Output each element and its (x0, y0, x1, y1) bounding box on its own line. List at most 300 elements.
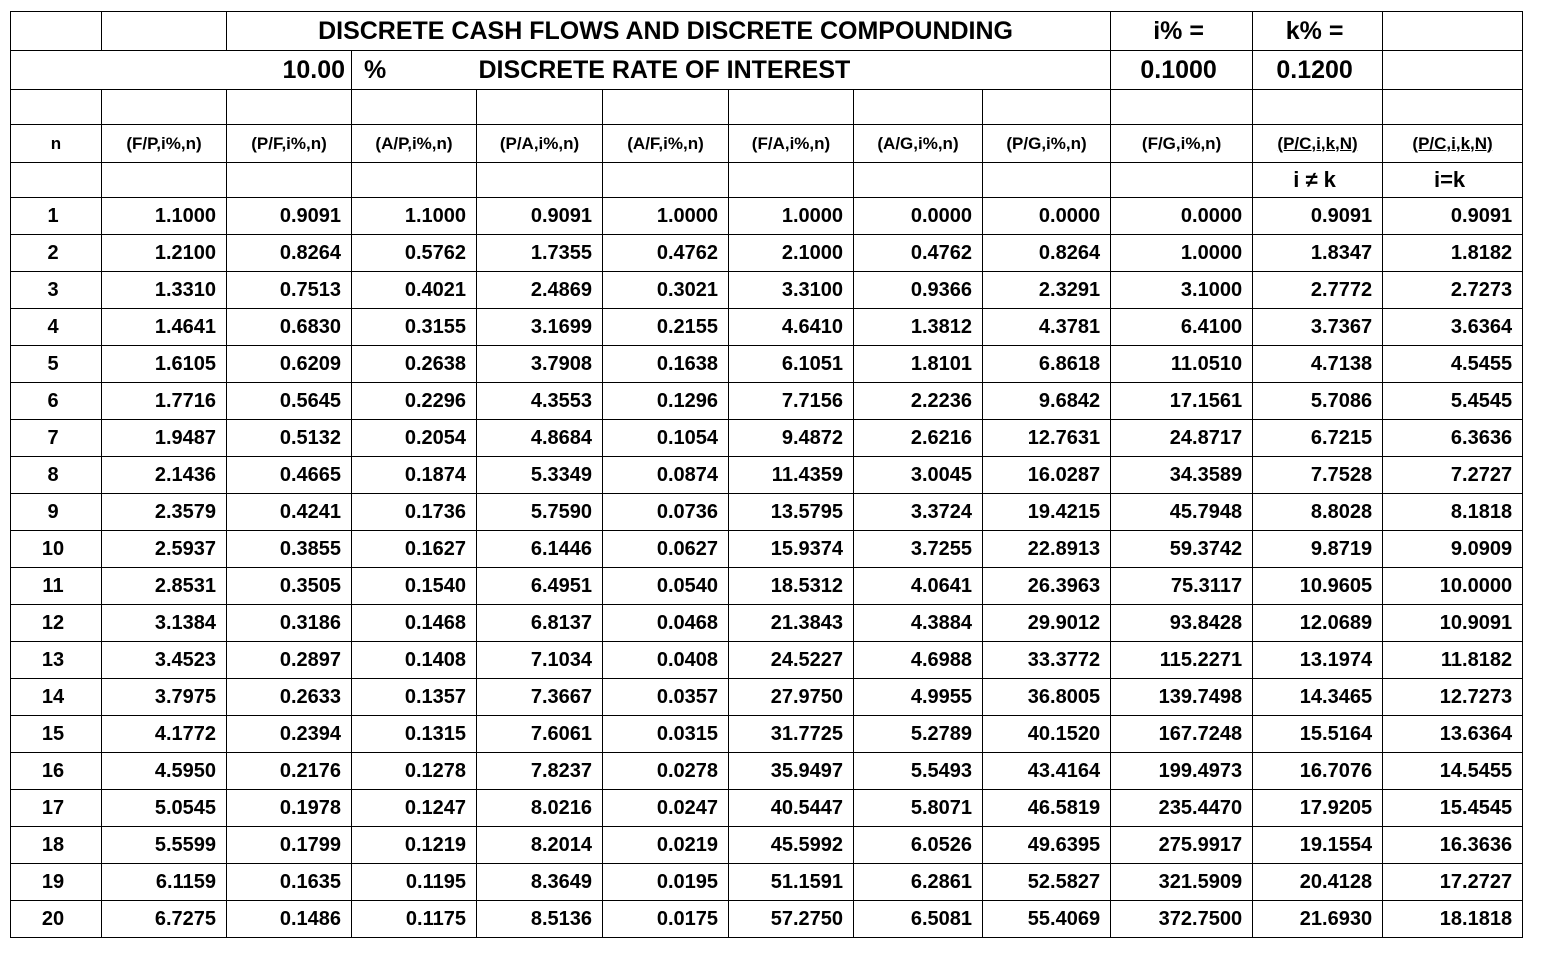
header-pa[interactable]: (P/A,i%,n) (477, 125, 603, 163)
factor-cell[interactable]: 3.3100 (729, 272, 854, 309)
factor-cell[interactable]: 4.7138 (1253, 346, 1383, 383)
factor-cell[interactable]: 10.0000 (1383, 568, 1523, 605)
title-row (11, 12, 1523, 51)
table-title[interactable]: DISCRETE CASH FLOWS AND DISCRETE COMPOUNDING (227, 12, 1111, 51)
table-row (11, 346, 1523, 383)
factor-cell[interactable]: 0.1627 (352, 531, 477, 568)
subheader-i-eq-k[interactable]: i=k (1383, 163, 1523, 198)
factor-cell[interactable]: 13.1974 (1253, 642, 1383, 679)
empty-cell[interactable] (1111, 90, 1253, 125)
factor-cell[interactable]: 8.2014 (477, 827, 603, 864)
period-cell[interactable]: 12 (11, 605, 102, 642)
factor-cell[interactable]: 0.0408 (603, 642, 729, 679)
factor-cell[interactable]: 24.5227 (729, 642, 854, 679)
period-cell[interactable]: 11 (11, 568, 102, 605)
header-fp[interactable]: (F/P,i%,n) (102, 125, 227, 163)
factor-cell[interactable]: 12.0689 (1253, 605, 1383, 642)
factor-cell[interactable]: 5.8071 (854, 790, 983, 827)
factor-cell[interactable]: 6.7215 (1253, 420, 1383, 457)
factor-cell[interactable]: 3.1000 (1111, 272, 1253, 309)
factor-cell[interactable]: 1.6105 (102, 346, 227, 383)
factor-cell[interactable]: 13.6364 (1383, 716, 1523, 753)
period-cell[interactable]: 9 (11, 494, 102, 531)
factor-cell[interactable]: 31.7725 (729, 716, 854, 753)
factor-cell[interactable]: 1.1000 (102, 198, 227, 235)
factor-cell[interactable]: 15.5164 (1253, 716, 1383, 753)
factor-cell[interactable]: 10.9605 (1253, 568, 1383, 605)
factor-cell[interactable]: 0.2897 (227, 642, 352, 679)
factor-cell[interactable]: 59.3742 (1111, 531, 1253, 568)
header-pg[interactable]: (P/G,i%,n) (983, 125, 1111, 163)
factor-cell[interactable]: 4.6988 (854, 642, 983, 679)
factor-cell[interactable]: 0.8264 (983, 235, 1111, 272)
factor-cell[interactable]: 16.7076 (1253, 753, 1383, 790)
empty-cell[interactable] (1383, 12, 1523, 51)
factor-cell[interactable]: 167.7248 (1111, 716, 1253, 753)
empty-cell[interactable] (352, 163, 477, 198)
factor-cell[interactable]: 5.3349 (477, 457, 603, 494)
factor-cell[interactable]: 4.5455 (1383, 346, 1523, 383)
factor-cell[interactable]: 2.2236 (854, 383, 983, 420)
empty-cell[interactable] (1253, 90, 1383, 125)
factor-cell[interactable]: 5.7590 (477, 494, 603, 531)
factor-cell[interactable]: 7.7528 (1253, 457, 1383, 494)
factor-cell[interactable]: 13.5795 (729, 494, 854, 531)
factor-cell[interactable]: 8.8028 (1253, 494, 1383, 531)
factor-cell[interactable]: 2.6216 (854, 420, 983, 457)
factor-cell[interactable]: 0.4762 (603, 235, 729, 272)
factor-cell[interactable]: 0.3155 (352, 309, 477, 346)
factor-cell[interactable]: 7.2727 (1383, 457, 1523, 494)
factor-cell[interactable]: 0.0219 (603, 827, 729, 864)
empty-cell[interactable] (352, 90, 477, 125)
factor-cell[interactable]: 0.9366 (854, 272, 983, 309)
factor-cell[interactable]: 3.7975 (102, 679, 227, 716)
factor-cell[interactable]: 1.7355 (477, 235, 603, 272)
factor-cell[interactable]: 24.8717 (1111, 420, 1253, 457)
factor-cell[interactable]: 6.2861 (854, 864, 983, 901)
factor-cell[interactable]: 21.3843 (729, 605, 854, 642)
factor-cell[interactable]: 11.4359 (729, 457, 854, 494)
header-n[interactable]: n (11, 125, 102, 163)
period-cell[interactable]: 18 (11, 827, 102, 864)
factor-cell[interactable]: 17.1561 (1111, 383, 1253, 420)
factor-cell[interactable]: 0.1054 (603, 420, 729, 457)
factor-cell[interactable]: 0.0468 (603, 605, 729, 642)
factor-cell[interactable]: 0.3505 (227, 568, 352, 605)
factor-cell[interactable]: 199.4973 (1111, 753, 1253, 790)
factor-cell[interactable]: 40.5447 (729, 790, 854, 827)
factor-cell[interactable]: 0.0278 (603, 753, 729, 790)
period-cell[interactable]: 20 (11, 901, 102, 938)
period-cell[interactable]: 7 (11, 420, 102, 457)
factor-cell[interactable]: 0.1799 (227, 827, 352, 864)
empty-cell[interactable] (102, 90, 227, 125)
factor-cell[interactable]: 0.9091 (1253, 198, 1383, 235)
factor-cell[interactable]: 0.2296 (352, 383, 477, 420)
period-cell[interactable]: 15 (11, 716, 102, 753)
empty-cell[interactable] (102, 12, 227, 51)
factor-cell[interactable]: 6.3636 (1383, 420, 1523, 457)
percent-sign[interactable]: % (352, 51, 477, 90)
factor-cell[interactable]: 75.3117 (1111, 568, 1253, 605)
factor-cell[interactable]: 235.4470 (1111, 790, 1253, 827)
empty-cell[interactable] (227, 163, 352, 198)
rate-label[interactable]: DISCRETE RATE OF INTEREST (477, 51, 1111, 90)
empty-cell[interactable] (729, 163, 854, 198)
factor-cell[interactable]: 0.4665 (227, 457, 352, 494)
header-ap[interactable]: (A/P,i%,n) (352, 125, 477, 163)
factor-cell[interactable]: 19.1554 (1253, 827, 1383, 864)
factor-cell[interactable]: 0.1736 (352, 494, 477, 531)
table-row (11, 864, 1523, 901)
factor-cell[interactable]: 2.8531 (102, 568, 227, 605)
factor-cell[interactable]: 139.7498 (1111, 679, 1253, 716)
factor-cell[interactable]: 3.1384 (102, 605, 227, 642)
factor-cell[interactable]: 1.2100 (102, 235, 227, 272)
factor-cell[interactable]: 35.9497 (729, 753, 854, 790)
factor-cell[interactable]: 22.8913 (983, 531, 1111, 568)
factor-cell[interactable]: 3.6364 (1383, 309, 1523, 346)
factor-cell[interactable]: 1.0000 (1111, 235, 1253, 272)
factor-cell[interactable]: 1.3310 (102, 272, 227, 309)
empty-cell[interactable] (11, 51, 227, 90)
factor-cell[interactable]: 0.1408 (352, 642, 477, 679)
factor-cell[interactable]: 5.7086 (1253, 383, 1383, 420)
factor-cell[interactable]: 0.0874 (603, 457, 729, 494)
factor-cell[interactable]: 6.4951 (477, 568, 603, 605)
table-row (11, 198, 1523, 235)
factor-cell[interactable]: 3.1699 (477, 309, 603, 346)
factor-cell[interactable]: 16.0287 (983, 457, 1111, 494)
period-cell[interactable]: 3 (11, 272, 102, 309)
header-pf[interactable]: (P/F,i%,n) (227, 125, 352, 163)
factor-cell[interactable]: 275.9917 (1111, 827, 1253, 864)
factor-cell[interactable]: 8.3649 (477, 864, 603, 901)
factor-cell[interactable]: 43.4164 (983, 753, 1111, 790)
factor-cell[interactable]: 15.4545 (1383, 790, 1523, 827)
header-pc-i-eq-k-text: (P/C,i,k,N) (1412, 133, 1493, 153)
factor-cell[interactable]: 0.9091 (477, 198, 603, 235)
factor-cell[interactable]: 5.0545 (102, 790, 227, 827)
factor-cell[interactable]: 0.1468 (352, 605, 477, 642)
factor-cell[interactable]: 4.1772 (102, 716, 227, 753)
factor-cell[interactable]: 2.3579 (102, 494, 227, 531)
factor-cell[interactable]: 57.2750 (729, 901, 854, 938)
factor-cell[interactable]: 372.7500 (1111, 901, 1253, 938)
empty-cell[interactable] (603, 163, 729, 198)
empty-cell[interactable] (854, 90, 983, 125)
factor-cell[interactable]: 7.6061 (477, 716, 603, 753)
factor-cell[interactable]: 14.3465 (1253, 679, 1383, 716)
header-pc-i-eq-k[interactable] (1383, 125, 1523, 163)
factor-cell[interactable]: 1.8347 (1253, 235, 1383, 272)
factor-cell[interactable]: 51.1591 (729, 864, 854, 901)
factor-cell[interactable]: 4.0641 (854, 568, 983, 605)
factor-cell[interactable]: 0.5762 (352, 235, 477, 272)
factor-cell[interactable]: 1.3812 (854, 309, 983, 346)
factor-cell[interactable]: 1.0000 (603, 198, 729, 235)
factor-cell[interactable]: 33.3772 (983, 642, 1111, 679)
factor-cell[interactable]: 2.3291 (983, 272, 1111, 309)
factor-cell[interactable]: 17.9205 (1253, 790, 1383, 827)
rate-percent-value[interactable]: 10.00 (227, 51, 352, 90)
factor-cell[interactable]: 3.3724 (854, 494, 983, 531)
factor-cell[interactable]: 11.8182 (1383, 642, 1523, 679)
factor-cell[interactable]: 5.5599 (102, 827, 227, 864)
factor-cell[interactable]: 0.3855 (227, 531, 352, 568)
column-header-row (11, 125, 1523, 163)
k-label[interactable]: k% = (1253, 12, 1383, 51)
period-cell[interactable]: 13 (11, 642, 102, 679)
empty-cell[interactable] (11, 90, 102, 125)
header-ag[interactable]: (A/G,i%,n) (854, 125, 983, 163)
factor-cell[interactable]: 7.8237 (477, 753, 603, 790)
factor-cell[interactable]: 0.0000 (1111, 198, 1253, 235)
factor-cell[interactable]: 4.5950 (102, 753, 227, 790)
factor-cell[interactable]: 14.5455 (1383, 753, 1523, 790)
factor-cell[interactable]: 4.9955 (854, 679, 983, 716)
factor-cell[interactable]: 0.7513 (227, 272, 352, 309)
header-fa[interactable]: (F/A,i%,n) (729, 125, 854, 163)
factor-cell[interactable]: 18.1818 (1383, 901, 1523, 938)
factor-cell[interactable]: 0.2176 (227, 753, 352, 790)
factor-cell[interactable]: 0.6830 (227, 309, 352, 346)
factor-cell[interactable]: 6.5081 (854, 901, 983, 938)
factor-cell[interactable]: 12.7273 (1383, 679, 1523, 716)
empty-cell[interactable] (477, 163, 603, 198)
factor-cell[interactable]: 6.1159 (102, 864, 227, 901)
table-row (11, 420, 1523, 457)
period-cell[interactable]: 16 (11, 753, 102, 790)
factor-cell[interactable]: 19.4215 (983, 494, 1111, 531)
factor-cell[interactable]: 0.1357 (352, 679, 477, 716)
factor-cell[interactable]: 0.5645 (227, 383, 352, 420)
factor-cell[interactable]: 0.4762 (854, 235, 983, 272)
factor-cell[interactable]: 5.4545 (1383, 383, 1523, 420)
factor-cell[interactable]: 2.1000 (729, 235, 854, 272)
factor-cell[interactable]: 4.8684 (477, 420, 603, 457)
factor-cell[interactable]: 3.4523 (102, 642, 227, 679)
period-cell[interactable]: 19 (11, 864, 102, 901)
factor-cell[interactable]: 9.0909 (1383, 531, 1523, 568)
factor-cell[interactable]: 6.0526 (854, 827, 983, 864)
factor-cell[interactable]: 3.7908 (477, 346, 603, 383)
empty-cell[interactable] (854, 163, 983, 198)
factor-cell[interactable]: 11.0510 (1111, 346, 1253, 383)
factor-cell[interactable]: 0.0000 (854, 198, 983, 235)
factor-cell[interactable]: 0.1219 (352, 827, 477, 864)
factor-cell[interactable]: 0.2633 (227, 679, 352, 716)
factor-cell[interactable]: 1.8101 (854, 346, 983, 383)
factor-cell[interactable]: 9.4872 (729, 420, 854, 457)
factor-cell[interactable]: 7.3667 (477, 679, 603, 716)
factor-cell[interactable]: 8.1818 (1383, 494, 1523, 531)
factor-cell[interactable]: 27.9750 (729, 679, 854, 716)
i-value[interactable]: 0.1000 (1111, 51, 1253, 90)
factor-cell[interactable]: 93.8428 (1111, 605, 1253, 642)
factor-cell[interactable]: 45.5992 (729, 827, 854, 864)
factor-cell[interactable]: 0.0247 (603, 790, 729, 827)
factor-cell[interactable]: 34.3589 (1111, 457, 1253, 494)
factor-cell[interactable]: 1.9487 (102, 420, 227, 457)
factor-cell[interactable]: 2.4869 (477, 272, 603, 309)
period-cell[interactable]: 17 (11, 790, 102, 827)
factor-cell[interactable]: 3.7367 (1253, 309, 1383, 346)
period-cell[interactable]: 6 (11, 383, 102, 420)
factor-cell[interactable]: 6.7275 (102, 901, 227, 938)
factor-cell[interactable]: 20.4128 (1253, 864, 1383, 901)
factor-cell[interactable]: 1.7716 (102, 383, 227, 420)
factor-cell[interactable]: 0.1247 (352, 790, 477, 827)
factor-cell[interactable]: 0.1315 (352, 716, 477, 753)
factor-cell[interactable]: 0.0315 (603, 716, 729, 753)
empty-cell[interactable] (983, 90, 1111, 125)
factor-cell[interactable]: 4.6410 (729, 309, 854, 346)
empty-cell[interactable] (11, 12, 102, 51)
factor-cell[interactable]: 0.8264 (227, 235, 352, 272)
factor-cell[interactable]: 7.1034 (477, 642, 603, 679)
factor-cell[interactable]: 0.1486 (227, 901, 352, 938)
i-label[interactable]: i% = (1111, 12, 1253, 51)
factor-cell[interactable]: 0.0357 (603, 679, 729, 716)
factor-cell[interactable]: 17.2727 (1383, 864, 1523, 901)
factor-cell[interactable]: 0.1540 (352, 568, 477, 605)
factor-cell[interactable]: 0.1635 (227, 864, 352, 901)
empty-cell[interactable] (11, 163, 102, 198)
factor-cell[interactable]: 46.5819 (983, 790, 1111, 827)
factor-cell[interactable]: 1.0000 (729, 198, 854, 235)
factor-cell[interactable]: 0.1638 (603, 346, 729, 383)
factor-cell[interactable]: 0.2054 (352, 420, 477, 457)
factor-cell[interactable]: 18.5312 (729, 568, 854, 605)
subheader-i-ne-k[interactable]: i ≠ k (1253, 163, 1383, 198)
factor-cell[interactable]: 115.2271 (1111, 642, 1253, 679)
factor-cell[interactable]: 0.1278 (352, 753, 477, 790)
factor-cell[interactable]: 0.1978 (227, 790, 352, 827)
factor-cell[interactable]: 1.4641 (102, 309, 227, 346)
period-cell[interactable]: 4 (11, 309, 102, 346)
period-cell[interactable]: 2 (11, 235, 102, 272)
table-row (11, 901, 1523, 938)
factor-cell[interactable]: 21.6930 (1253, 901, 1383, 938)
interest-factor-table (10, 11, 1523, 938)
factor-cell[interactable]: 0.6209 (227, 346, 352, 383)
empty-cell[interactable] (1111, 163, 1253, 198)
header-af[interactable]: (A/F,i%,n) (603, 125, 729, 163)
factor-cell[interactable]: 0.0736 (603, 494, 729, 531)
factor-cell[interactable]: 49.6395 (983, 827, 1111, 864)
period-cell[interactable]: 10 (11, 531, 102, 568)
period-cell[interactable]: 5 (11, 346, 102, 383)
period-cell[interactable]: 14 (11, 679, 102, 716)
factor-cell[interactable]: 29.9012 (983, 605, 1111, 642)
factor-cell[interactable]: 26.3963 (983, 568, 1111, 605)
factor-cell[interactable]: 6.8618 (983, 346, 1111, 383)
factor-cell[interactable]: 52.5827 (983, 864, 1111, 901)
header-fg[interactable]: (F/G,i%,n) (1111, 125, 1253, 163)
factor-cell[interactable]: 0.0540 (603, 568, 729, 605)
empty-cell[interactable] (1383, 90, 1523, 125)
factor-cell[interactable]: 0.2394 (227, 716, 352, 753)
factor-cell[interactable]: 55.4069 (983, 901, 1111, 938)
factor-cell[interactable]: 0.2155 (603, 309, 729, 346)
factor-cell[interactable]: 0.1175 (352, 901, 477, 938)
factor-cell[interactable]: 0.0000 (983, 198, 1111, 235)
factor-cell[interactable]: 12.7631 (983, 420, 1111, 457)
factor-cell[interactable]: 6.1446 (477, 531, 603, 568)
factor-cell[interactable]: 9.8719 (1253, 531, 1383, 568)
factor-cell[interactable]: 9.6842 (983, 383, 1111, 420)
factor-cell[interactable]: 8.5136 (477, 901, 603, 938)
empty-cell[interactable] (477, 90, 603, 125)
factor-cell[interactable]: 2.7772 (1253, 272, 1383, 309)
factor-cell[interactable]: 0.5132 (227, 420, 352, 457)
factor-cell[interactable]: 2.5937 (102, 531, 227, 568)
factor-cell[interactable]: 0.9091 (1383, 198, 1523, 235)
factor-cell[interactable]: 0.4241 (227, 494, 352, 531)
factor-cell[interactable]: 6.4100 (1111, 309, 1253, 346)
table-row (11, 753, 1523, 790)
factor-cell[interactable]: 6.8137 (477, 605, 603, 642)
factor-cell[interactable]: 7.7156 (729, 383, 854, 420)
factor-cell[interactable]: 2.7273 (1383, 272, 1523, 309)
factor-cell[interactable]: 4.3781 (983, 309, 1111, 346)
empty-cell[interactable] (983, 163, 1111, 198)
factor-cell[interactable]: 0.9091 (227, 198, 352, 235)
factor-cell[interactable]: 0.0195 (603, 864, 729, 901)
factor-cell[interactable]: 0.1195 (352, 864, 477, 901)
k-value[interactable]: 0.1200 (1253, 51, 1383, 90)
factor-cell[interactable]: 4.3884 (854, 605, 983, 642)
factor-cell[interactable]: 0.3021 (603, 272, 729, 309)
header-pc-i-ne-k[interactable] (1253, 125, 1383, 163)
empty-cell[interactable] (729, 90, 854, 125)
factor-cell[interactable]: 321.5909 (1111, 864, 1253, 901)
empty-cell[interactable] (227, 90, 352, 125)
period-cell[interactable]: 1 (11, 198, 102, 235)
factor-cell[interactable]: 45.7948 (1111, 494, 1253, 531)
factor-cell[interactable]: 15.9374 (729, 531, 854, 568)
factor-cell[interactable]: 1.8182 (1383, 235, 1523, 272)
factor-cell[interactable]: 2.1436 (102, 457, 227, 494)
factor-cell[interactable]: 0.0175 (603, 901, 729, 938)
factor-cell[interactable]: 40.1520 (983, 716, 1111, 753)
factor-cell[interactable]: 10.9091 (1383, 605, 1523, 642)
factor-cell[interactable]: 4.3553 (477, 383, 603, 420)
factor-cell[interactable]: 0.1296 (603, 383, 729, 420)
factor-cell[interactable]: 8.0216 (477, 790, 603, 827)
factor-cell[interactable]: 6.1051 (729, 346, 854, 383)
factor-cell[interactable]: 0.4021 (352, 272, 477, 309)
table-row (11, 568, 1523, 605)
empty-cell[interactable] (1383, 51, 1523, 90)
factor-cell[interactable]: 1.1000 (352, 198, 477, 235)
factor-cell[interactable]: 0.2638 (352, 346, 477, 383)
empty-cell[interactable] (102, 163, 227, 198)
factor-cell[interactable]: 0.3186 (227, 605, 352, 642)
factor-cell[interactable]: 0.1874 (352, 457, 477, 494)
factor-cell[interactable]: 5.2789 (854, 716, 983, 753)
factor-cell[interactable]: 3.0045 (854, 457, 983, 494)
factor-cell[interactable]: 5.5493 (854, 753, 983, 790)
period-cell[interactable]: 8 (11, 457, 102, 494)
factor-cell[interactable]: 16.3636 (1383, 827, 1523, 864)
empty-cell[interactable] (603, 90, 729, 125)
factor-cell[interactable]: 0.0627 (603, 531, 729, 568)
factor-cell[interactable]: 36.8005 (983, 679, 1111, 716)
factor-cell[interactable]: 3.7255 (854, 531, 983, 568)
